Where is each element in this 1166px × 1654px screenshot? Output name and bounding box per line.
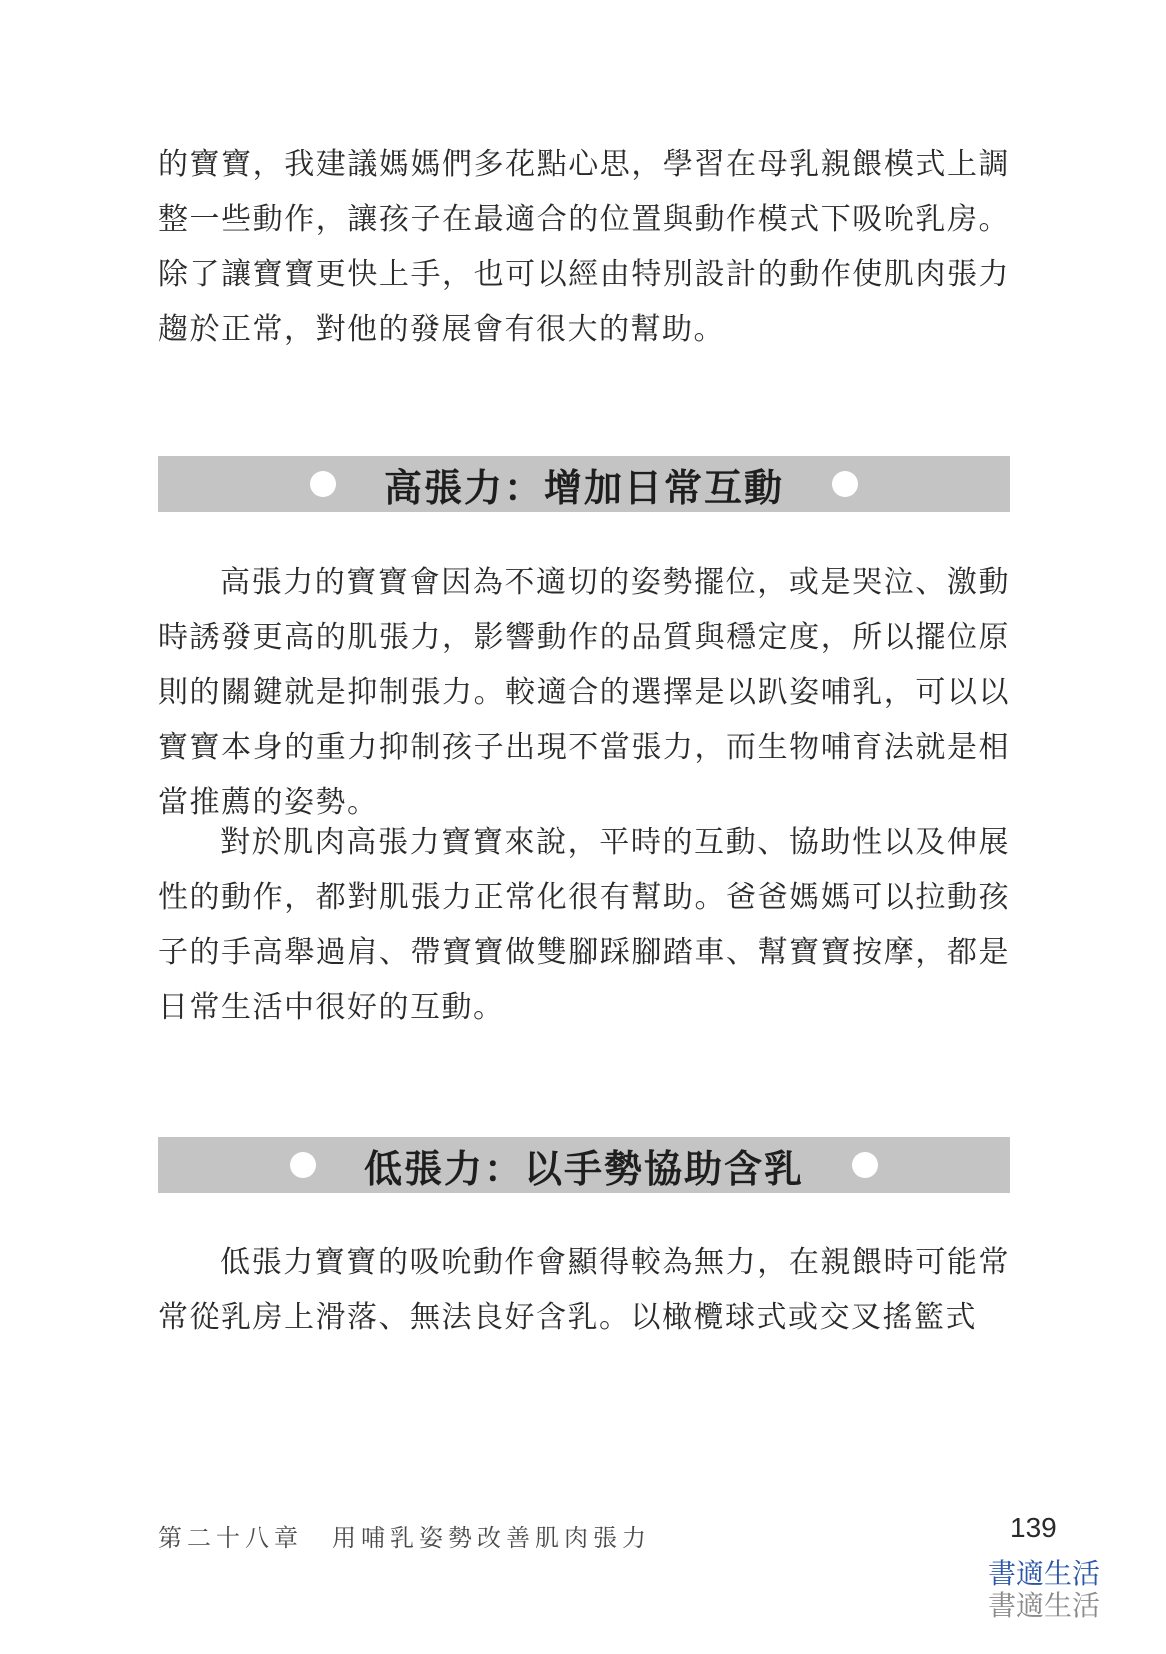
high-tension-paragraph-2: 對於肌肉高張力寶寶來說，平時的互動、協助性以及伸展性的動作，都對肌張力正常化很有幫助。爸爸媽媽可以拉動孩子的手高舉過肩、帶寶寶做雙腳踩腳踏車、幫寶寶按摩，都是日常生活中很好的互動。: [158, 825, 1010, 1025]
publisher-logo-text-shadow: 書適生活: [988, 1589, 1101, 1622]
intro-paragraph: 的寶寶，我建議媽媽們多花點心思，學習在母乳親餵模式上調整一些動作，讓孩子在最適合的位置與動作模式下吸吮乳房。除了讓寶寶更快上手，也可以經由特別設計的動作使肌肉張力趨於正常，對他的發展會有很大的幫助。: [158, 147, 1010, 347]
section-heading-high-tension: 高張力：增加日常互動: [383, 465, 784, 510]
publisher-logo-text: 書適生活: [988, 1557, 1101, 1590]
bullet-dot-icon: [290, 1152, 316, 1178]
footer-chapter-title: 第二十八章 用哺乳姿勢改善肌肉張力: [158, 1524, 651, 1552]
bullet-dot-icon: [310, 471, 336, 497]
bullet-dot-icon: [852, 1152, 878, 1178]
bullet-dot-icon: [832, 471, 858, 497]
high-tension-paragraph-1: 高張力的寶寶會因為不適切的姿勢擺位，或是哭泣、激動時誘發更高的肌張力，影響動作的品質與穩定度，所以擺位原則的關鍵就是抑制張力。較適合的選擇是以趴姿哺乳，可以以寶寶本身的重力抑制孩子出現不當張力，而生物哺育法就是相當推薦的姿勢。: [158, 565, 1010, 820]
section-heading-low-tension: 低張力：以手勢協助含乳: [363, 1146, 804, 1191]
section-heading-bar-high-tension: [158, 456, 1010, 512]
page-number: 139: [1010, 1512, 1057, 1543]
low-tension-paragraph: 低張力寶寶的吸吮動作會顯得較為無力，在親餵時可能常常從乳房上滑落、無法良好含乳。以橄欖球式或交叉搖籃式: [158, 1245, 1010, 1335]
section-heading-bar-low-tension: [158, 1137, 1010, 1193]
